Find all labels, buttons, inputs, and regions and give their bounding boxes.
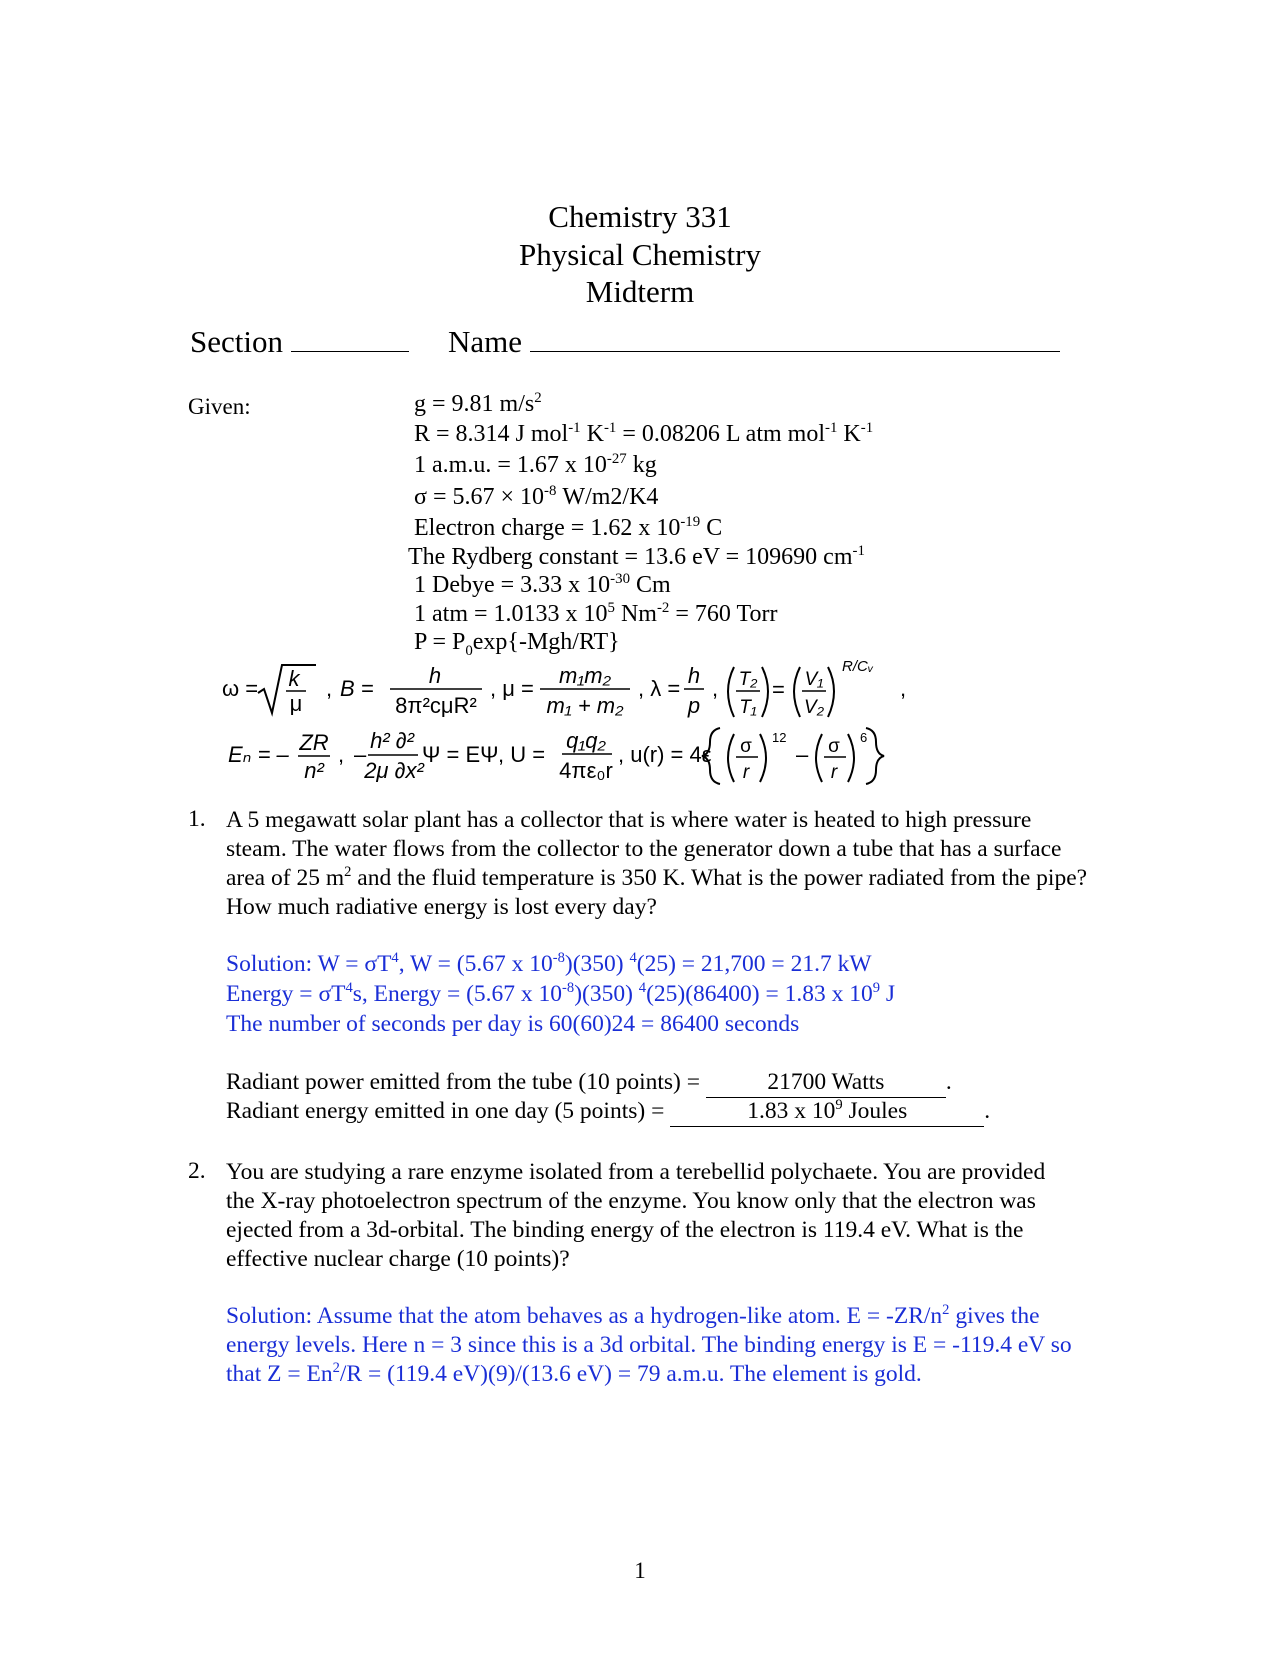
question-1-number: 1. bbox=[188, 806, 206, 832]
mu-num: m₁m₂ bbox=[559, 663, 611, 688]
RCv-exp: R/Cᵥ bbox=[842, 658, 874, 675]
svg-text:,: , bbox=[900, 676, 907, 701]
T2: T₂ bbox=[738, 669, 758, 690]
r-den-1: r bbox=[742, 762, 750, 783]
given-rydberg: The Rydberg constant = 13.6 eV = 109690 $cm^{-1}$ bbox=[408, 543, 865, 570]
exp-6: 6 bbox=[860, 730, 868, 745]
r-den-2: r bbox=[830, 762, 838, 783]
B-num: h bbox=[428, 663, 442, 688]
given-amu: 1 a.m.u. = 1.67 x $10^{-27}$ kg bbox=[414, 451, 657, 478]
svg-text:,: , bbox=[338, 742, 345, 767]
given-stefan-boltzmann: $\sigma = 5.67 \times 10^{-8}$ W/m2/K4 bbox=[414, 483, 659, 510]
question-2-text: You are studying a rare enzyme isolated from a terebellid polychaete. You are provided the X-ray photoelectron spectrum of the enzyme. You know only that the electron was ejected from a 3d-orbital. The binding energy of the electron is 119.4 eV. What is the effective nuclear charge (10 points)? bbox=[226, 1159, 1046, 1272]
name-label: Name bbox=[448, 324, 523, 359]
lambda-eq: , λ = bbox=[638, 676, 681, 701]
given-barometric: $P = P_0\exp\{-Mgh/RT\}$ bbox=[414, 629, 620, 659]
mu-eq: , μ = bbox=[490, 676, 534, 701]
lambda-num: h bbox=[687, 663, 701, 688]
q1-answer-power: Radiant power emitted from the tube (10 points) = 21700 Watts . bbox=[226, 1068, 952, 1098]
mu-denom: m₁ + m₂ bbox=[546, 693, 624, 718]
q1q2-num: q₁q₂ bbox=[566, 728, 606, 753]
exam-title: Midterm bbox=[585, 274, 695, 309]
V1: V₁ bbox=[804, 669, 824, 690]
svg-text:–: – bbox=[354, 742, 367, 767]
given-label: Given: bbox=[188, 394, 251, 419]
question-1-text: A 5 megawatt solar plant has a collector that is where water is heated to high pressure steam. The water flows from the collector to the generator down a tube that has a surface area of 25 $m^2$ and the fluid temperature is 350 K. What is the power radiated from the pipe? How much radiative energy is lost every day? bbox=[226, 807, 1088, 920]
k-num: k bbox=[288, 666, 300, 691]
q1-answer-energy: Radiant energy emitted in one day (5 points) = 1.83 x $10^9$ Joules . bbox=[226, 1097, 990, 1127]
equation-row-2 bbox=[222, 720, 942, 790]
answer-energy-label: Radiant energy emitted in one day (5 points) = bbox=[226, 1098, 671, 1124]
page-number: 1 bbox=[634, 1558, 646, 1583]
En-eq: Eₙ = – bbox=[228, 742, 289, 767]
given-atm: 1 atm = 1.0133 x $10^5$ $Nm^{-2} = 760$ Torr bbox=[414, 600, 778, 627]
svg-text:,: , bbox=[712, 676, 719, 701]
svg-text:–: – bbox=[796, 742, 809, 767]
q1-solution-line-1: Solution: $W = \sigma T^4$, W = (5.67 x $10^{-8})(350)$ $^4$(25) = 21,700 = 21.7 kW bbox=[226, 950, 872, 977]
answer-power-label: Radiant power emitted from the tube (10 points) = bbox=[226, 1069, 706, 1095]
ur-eq: , u(r) = 4ε bbox=[618, 742, 712, 767]
svg-text:,: , bbox=[326, 676, 333, 701]
B-den: 8π²cμR² bbox=[395, 693, 477, 718]
schrodinger-rhs: Ψ = EΨ bbox=[422, 742, 499, 767]
exp-12: 12 bbox=[772, 730, 787, 745]
hbar-num: h² ∂² bbox=[370, 728, 414, 753]
given-g: g = 9.81 $m/s^2$ bbox=[414, 390, 542, 417]
omega-eq: ω = bbox=[222, 676, 259, 701]
svg-text:=: = bbox=[772, 677, 785, 702]
T1: T₁ bbox=[739, 697, 757, 718]
coulomb-den: 4πε₀r bbox=[559, 758, 613, 783]
section-blank[interactable] bbox=[291, 325, 409, 352]
sigma-num-2: σ bbox=[828, 736, 840, 757]
name-field bbox=[448, 324, 1060, 360]
q1-solution-line-2: Energy = $\sigma T^4s$, Energy = (5.67 x $10^{-8})(350)$ $^4$(25)(86400) = 1.83 x $10^9$ J bbox=[226, 980, 896, 1007]
answer-energy-value[interactable]: 1.83 x $10^9$ Joules bbox=[670, 1097, 984, 1127]
given-gas-constant: R = 8.314 J mol$^{-1}$ $K^{-1} = 0.08206$ L atm mol$^{-1}$ $K^{-1}$ bbox=[414, 420, 874, 447]
sqrt-sign bbox=[258, 665, 316, 713]
equation-row-1 bbox=[210, 655, 930, 725]
V2: V₂ bbox=[804, 697, 824, 718]
course-subtitle: Physical Chemistry bbox=[519, 237, 761, 272]
q2-solution: Solution: Assume that the atom behaves as a hydrogen-like atom. $E = -ZR/n^2$ gives the energy levels. Here n = 3 since this is a 3d orbital. The binding energy is E = -119.4 eV so that $Z = En^2/R = (119.4$ eV)(9)/(13.6 eV) = 79 a.m.u. The element is gold. bbox=[226, 1302, 1072, 1387]
given-debye: 1 Debye = 3.33 x $10^{-30}$ Cm bbox=[414, 571, 671, 598]
lambda-den: p bbox=[687, 693, 701, 718]
course-title: Chemistry 331 bbox=[548, 199, 732, 234]
question-2-number: 2. bbox=[188, 1158, 206, 1184]
section-label: Section bbox=[190, 324, 283, 359]
given-electron-charge: Electron charge = 1.62 x $10^{-19}$ C bbox=[414, 514, 723, 541]
mu-den: μ bbox=[289, 691, 303, 716]
section-field bbox=[190, 324, 409, 360]
name-blank[interactable] bbox=[530, 325, 1060, 352]
q1-solution-line-3: The number of seconds per day is 60(60)24 = 86400 seconds bbox=[226, 1011, 800, 1037]
sigma-num-1: σ bbox=[740, 736, 752, 757]
answer-power-value[interactable]: 21700 Watts bbox=[706, 1068, 946, 1098]
deriv-den: 2μ ∂x² bbox=[364, 758, 424, 783]
B-eq: B = bbox=[340, 676, 374, 701]
U-eq: , U = bbox=[498, 742, 546, 767]
ZR-num: ZR bbox=[299, 730, 329, 755]
n2-den: n² bbox=[304, 758, 324, 783]
